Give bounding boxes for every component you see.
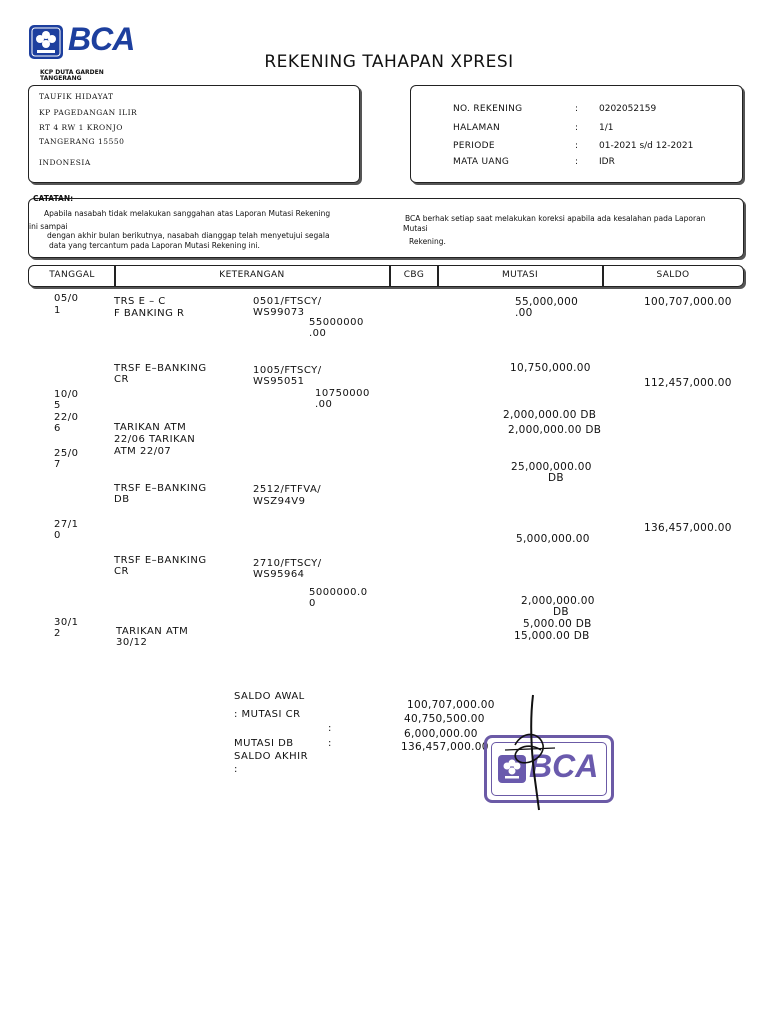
table-row-balance: 100,707,000.00 <box>644 296 732 308</box>
account-box: NO. REKENING : 0202052159 HALAMAN : 1/1 PERIODE : 01-2021 s/d 12-2021 MATA UANG : IDR <box>410 85 743 183</box>
col-mutasi: MUTASI <box>501 270 539 280</box>
mutasi-cr-value: 40,750,500.00 <box>404 713 485 725</box>
mutasi-db-label: MUTASI DB <box>234 738 294 749</box>
table-row-date: 05/0 <box>54 293 79 304</box>
account-number-label: NO. REKENING <box>453 104 523 114</box>
page-title: REKENING TAHAPAN XPRESI <box>264 52 514 72</box>
col-keterangan: KETERANGAN <box>219 270 285 280</box>
bca-stamp: BCA <box>484 735 614 803</box>
saldo-awal-label: SALDO AWAL <box>234 691 305 702</box>
brand-name: BCA <box>68 21 135 57</box>
table-header <box>28 265 744 287</box>
customer-country: INDONESIA <box>39 158 91 167</box>
col-saldo: SALDO <box>656 270 690 280</box>
account-number: 0202052159 <box>599 104 657 114</box>
signature <box>495 690 565 815</box>
col-cbg: CBG <box>403 270 425 280</box>
currency-value: IDR <box>599 157 615 167</box>
saldo-akhir-value: 136,457,000.00 <box>401 741 489 753</box>
customer-box <box>28 85 360 183</box>
customer-name: TAUFIK HIDAYAT <box>39 92 114 101</box>
customer-address-1: KP PAGEDANGAN ILIR <box>39 108 138 117</box>
customer-address-2: RT 4 RW 1 KRONJO <box>39 123 123 132</box>
saldo-akhir-label: SALDO AKHIR <box>234 751 309 762</box>
saldo-awal-value: 100,707,000.00 <box>407 699 495 711</box>
table-row-desc: TRS E – C <box>114 296 166 307</box>
mutasi-db-value: 6,000,000.00 <box>404 728 478 740</box>
branch-name: KCP DUTA GARDEN TANGERANG <box>40 69 104 82</box>
currency-label: MATA UANG <box>453 157 510 167</box>
notes-title: CATATAN: <box>33 194 74 203</box>
page-value: 1/1 <box>599 123 614 133</box>
period-label: PERIODE <box>453 141 495 151</box>
notes-box: CATATAN: Apabila nasabah tidak melakukan sanggahan atas Laporan Mutasi Rekening ini sampai dengan akhir bulan berikutnya, nasabah dianggap telah menyetujui segala data yang tercantum pada Laporan Mutasi Rekening ini. BCA berhak setiap saat melakukan koreksi apabila ada kesalahan pada Laporan Mutasi Rekening. <box>28 198 744 258</box>
col-tanggal: TANGGAL <box>49 270 95 280</box>
mutasi-cr-label: : MUTASI CR <box>234 709 301 720</box>
page-label: HALAMAN <box>453 123 501 133</box>
customer-city: TANGERANG 15550 <box>39 137 125 146</box>
period-value: 01-2021 s/d 12-2021 <box>599 141 694 151</box>
